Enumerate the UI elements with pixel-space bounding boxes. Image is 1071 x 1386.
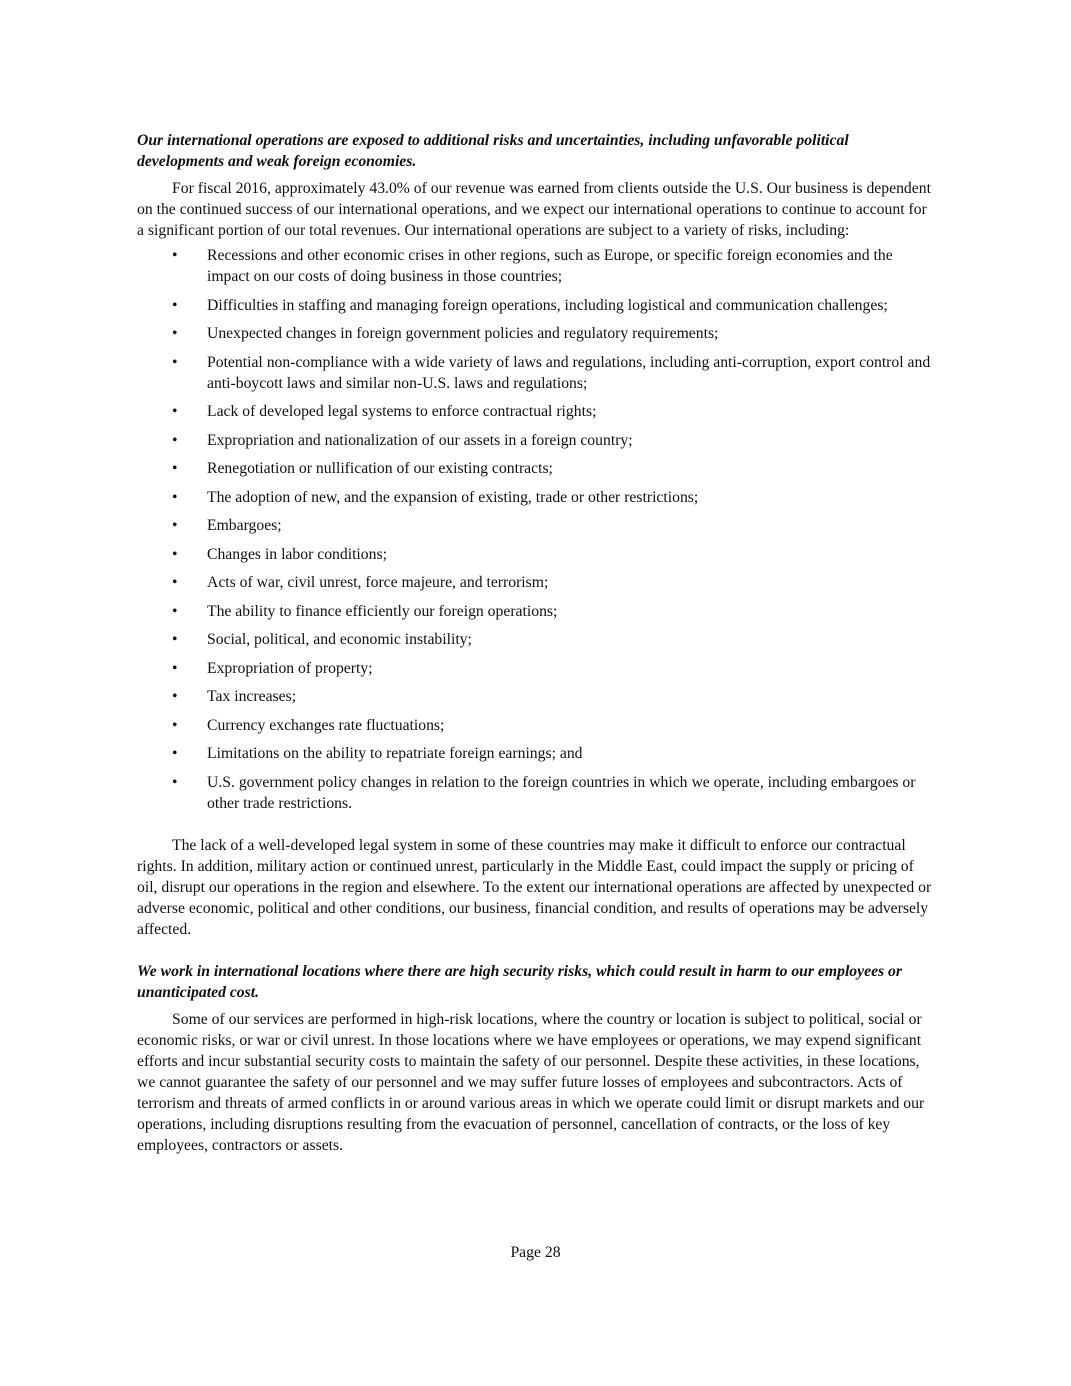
list-item-text: Renegotiation or nullification of our existing contracts; (207, 460, 553, 477)
bullet-icon: • (172, 602, 178, 620)
list-item (137, 743, 933, 764)
list-item-text: Changes in labor conditions; (207, 545, 387, 563)
bullet-icon: • (172, 353, 178, 371)
list-item-text: Potential non-compliance with a wide variety of laws and regulations, including anti-corruption, export control and anti-boycott laws and similar non-U.S. laws and regulations; (207, 353, 931, 392)
list-item-text: The ability to finance efficiently our foreign operations; (207, 602, 558, 620)
section-heading-international-operations: Our international operations are exposed to additional risks and uncertainties, including unfavorable political developments and weak foreign economies. (137, 132, 849, 170)
list-item-text: Limitations on the ability to repatriate foreign earnings; and (207, 745, 583, 762)
list-item (137, 245, 933, 287)
bullet-icon: • (172, 688, 178, 705)
list-item-text: The adoption of new, and the expansion of existing, trade or other restrictions; (207, 488, 699, 506)
intro-paragraph: For fiscal 2016, approximately 43.0% of our revenue was earned from clients outside the U.S. Our business is dependent on the continued success of our international operations, and we expect our international operations to continue to account for a significant portion of our total revenues. Our international operations are subject to a variety of risks, including: (137, 180, 931, 239)
page-number: Page 28 (510, 1244, 561, 1261)
list-item (137, 601, 933, 622)
list-item-text: Embargoes; (207, 517, 282, 534)
list-item (137, 686, 933, 707)
bullet-icon: • (172, 325, 178, 342)
document-page (137, 130, 933, 1156)
risk-bullet-list (137, 245, 933, 814)
bullet-icon: • (172, 745, 178, 762)
bullet-icon: • (172, 296, 178, 314)
bullet-icon: • (172, 716, 178, 734)
list-item-text: Tax increases; (207, 688, 297, 705)
spacer (137, 940, 933, 961)
list-item (137, 629, 933, 650)
list-item (137, 772, 933, 814)
list-item (137, 658, 933, 679)
security-paragraph: Some of our services are performed in high-risk locations, where the country or location is subject to political, social or economic risks, or war or civil unrest. In those locations where we have employees or operations, we may expend significant efforts and incur substantial security costs to maintain the safety of our personnel. Despite these activities, in these locations, we cannot guarantee the safety of our personnel and we may suffer future losses of employees and subcontractors. Acts of terrorism and threats of armed conflicts in or around various areas in which we operate could limit or disrupt markets and our operations, including disruptions resulting from the evacuation of personnel, cancellation of contracts, or the loss of key employees, contractors or assets. (137, 1011, 925, 1154)
list-item-text: Acts of war, civil unrest, force majeure, and terrorism; (207, 574, 549, 591)
list-item (137, 430, 933, 451)
bullet-icon: • (172, 659, 178, 677)
bullet-icon: • (172, 488, 178, 506)
list-item (137, 458, 933, 479)
list-item-text: Recessions and other economic crises in other regions, such as Europe, or specific foreign economies and the impact on our costs of doing business in those countries; (207, 247, 893, 285)
bullet-icon: • (172, 773, 178, 791)
bullet-icon: • (172, 247, 178, 264)
list-item-text: Social, political, and economic instability; (207, 631, 472, 648)
list-item (137, 544, 933, 565)
list-item-text: Unexpected changes in foreign government policies and regulatory requirements; (207, 325, 719, 342)
closing-paragraph: The lack of a well-developed legal system in some of these countries may make it difficult to enforce our contractual rights. In addition, military action or continued unrest, particularly in the Middle East, could impact the supply or pricing of oil, disrupt our operations in the region and elsewhere. To the extent our international operations are affected by unexpected or adverse economic, political and other conditions, our business, financial condition, and results of operations may be adversely affected. (137, 837, 932, 938)
list-item (137, 515, 933, 536)
list-item-text: Currency exchanges rate fluctuations; (207, 716, 445, 734)
list-item-text: Lack of developed legal systems to enforce contractual rights; (207, 403, 597, 420)
list-item-text: Expropriation and nationalization of our assets in a foreign country; (207, 431, 633, 449)
list-item (137, 487, 933, 508)
list-item-text: U.S. government policy changes in relation to the foreign countries in which we operate, including embargoes or other trade restrictions. (207, 773, 916, 812)
bullet-icon: • (172, 403, 178, 420)
section-heading-security-risks: We work in international locations where there are high security risks, which could result in harm to our employees or unanticipated cost. (137, 963, 903, 1001)
bullet-icon: • (172, 460, 178, 477)
bullet-icon: • (172, 545, 178, 563)
list-item (137, 352, 933, 394)
bullet-icon: • (172, 431, 178, 449)
list-item (137, 572, 933, 593)
list-item (137, 295, 933, 316)
list-item-text: Difficulties in staffing and managing foreign operations, including logistical and communication challenges; (207, 296, 888, 314)
bullet-icon: • (172, 517, 178, 534)
list-item (137, 715, 933, 736)
bullet-icon: • (172, 631, 178, 648)
list-item (137, 401, 933, 422)
spacer (137, 821, 933, 835)
list-item-text: Expropriation of property; (207, 659, 373, 677)
bullet-icon: • (172, 574, 178, 591)
list-item (137, 323, 933, 344)
